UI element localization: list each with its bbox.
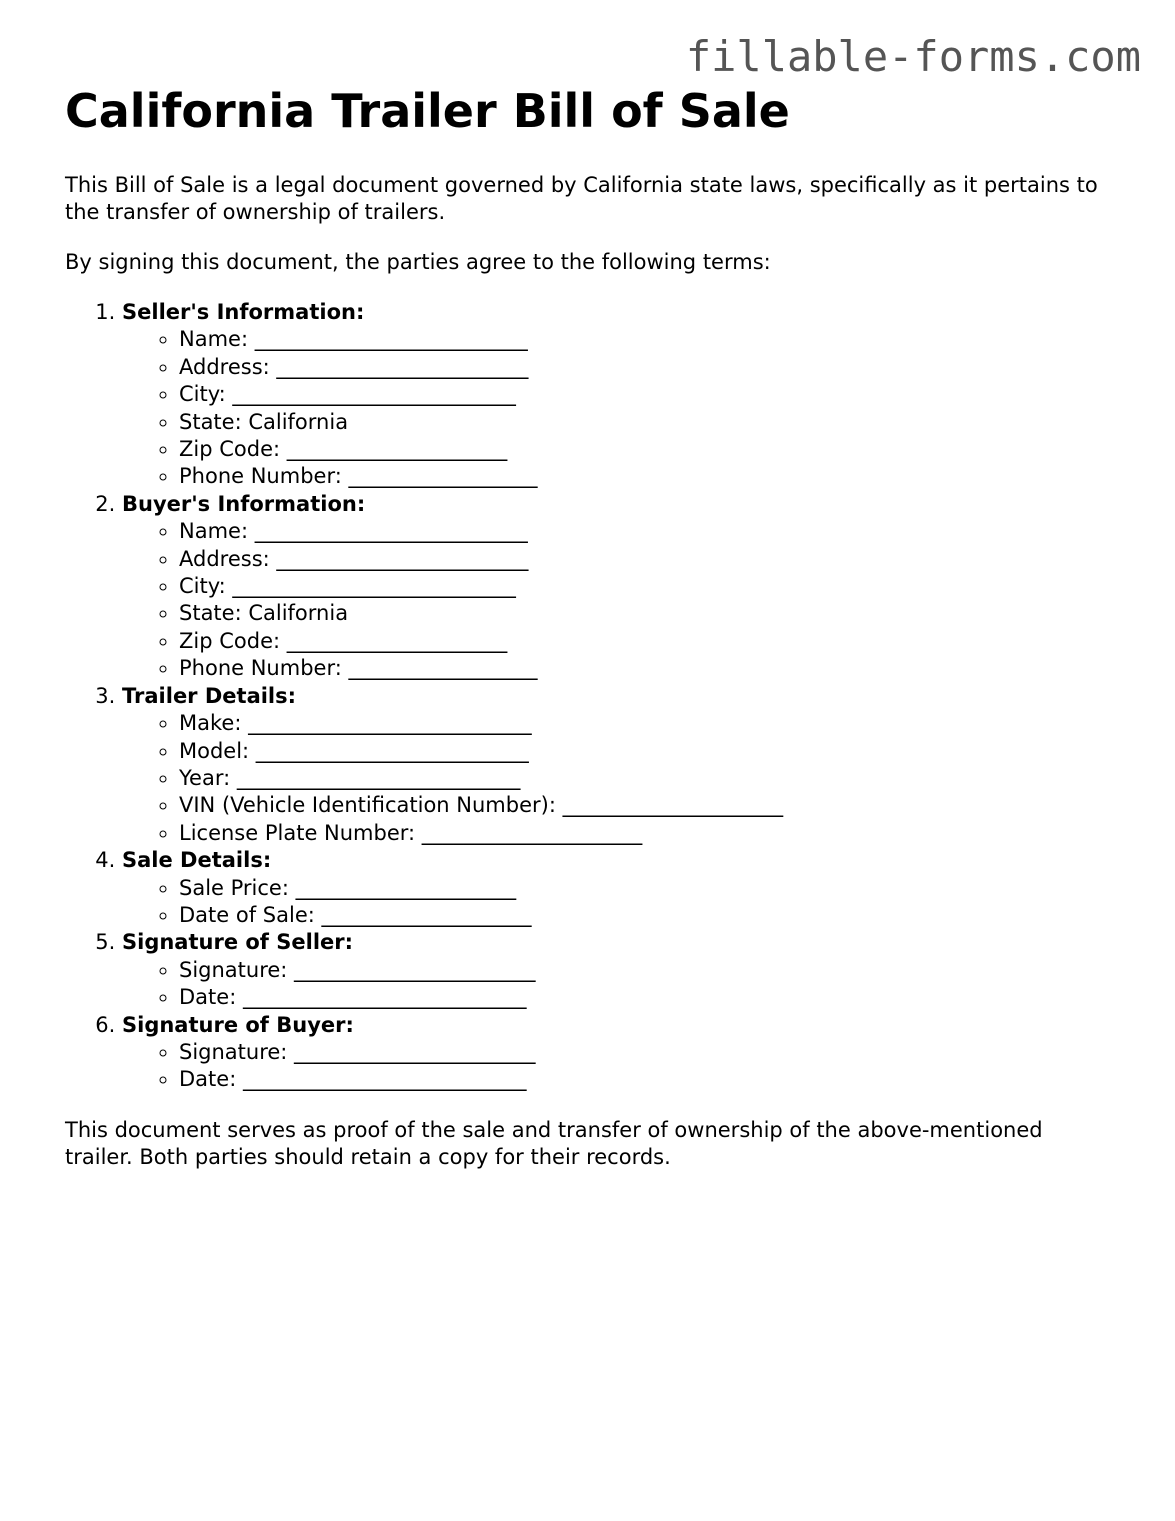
section-trailer-details	[122, 683, 1115, 847]
section-title: Seller's Information:	[122, 300, 365, 324]
section-signature-buyer	[122, 1012, 1115, 1094]
field-list	[122, 326, 1115, 490]
section-title: Signature of Seller:	[122, 930, 354, 955]
intro-paragraph: This Bill of Sale is a legal document governed by California state laws, specifically as it pertains to the transfer of ownership of trailers.	[65, 173, 1098, 224]
section-title: Trailer Details:	[122, 683, 297, 708]
section-signature-seller	[122, 929, 1115, 1011]
field-trailer-year[interactable]: ◦ Year: ___________________________	[179, 765, 1115, 792]
field-buyer-signature-date[interactable]: ◦ Date: ___________________________	[179, 1066, 1115, 1093]
section-title: Signature of Buyer:	[122, 1012, 354, 1037]
field-trailer-vin[interactable]: ◦ VIN (Vehicle Identification Number): _____________________	[179, 792, 1115, 819]
field-list	[122, 957, 1115, 1012]
field-list	[122, 1039, 1115, 1094]
field-seller-city[interactable]: ◦ City: ___________________________	[179, 381, 1115, 408]
field-seller-signature-date[interactable]: ◦ Date: ___________________________	[179, 984, 1115, 1011]
field-trailer-license-plate[interactable]: ◦ License Plate Number: _____________________	[179, 820, 1115, 847]
field-seller-state: ◦ State: California	[179, 409, 1115, 436]
field-seller-zip[interactable]: ◦ Zip Code: _____________________	[179, 436, 1115, 463]
field-seller-name[interactable]: ◦ Name: __________________________	[179, 326, 1115, 353]
section-buyer-information	[122, 491, 1115, 683]
field-buyer-name[interactable]: ◦ Name: __________________________	[179, 518, 1115, 545]
field-date-of-sale[interactable]: ◦ Date of Sale: ____________________	[179, 902, 1115, 929]
section-title: Sale Details:	[122, 848, 272, 873]
field-buyer-zip[interactable]: ◦ Zip Code: _____________________	[179, 628, 1115, 655]
field-buyer-phone[interactable]: ◦ Phone Number: __________________	[179, 655, 1115, 682]
document-body	[65, 84, 1115, 1171]
field-seller-signature[interactable]: ◦ Signature: _______________________	[179, 957, 1115, 984]
field-seller-address[interactable]: ◦ Address: ________________________	[179, 354, 1115, 381]
section-sale-details	[122, 847, 1115, 929]
document-title: California Trailer Bill of Sale	[65, 84, 790, 138]
watermark: fillable-forms.com	[685, 32, 1141, 81]
field-list	[122, 710, 1115, 847]
field-sale-price[interactable]: ◦ Sale Price: _____________________	[179, 875, 1115, 902]
terms-list	[65, 299, 1115, 1094]
field-list	[122, 875, 1115, 930]
closing-paragraph: This document serves as proof of the sale and transfer of ownership of the above-mentioned trailer. Both parties should retain a copy for their records.	[65, 1117, 1043, 1169]
section-seller-information	[122, 299, 1115, 491]
field-seller-phone[interactable]: ◦ Phone Number: __________________	[179, 463, 1115, 490]
field-buyer-state: ◦ State: California	[179, 600, 1115, 627]
field-buyer-address[interactable]: ◦ Address: ________________________	[179, 546, 1115, 573]
field-buyer-signature[interactable]: ◦ Signature: _______________________	[179, 1039, 1115, 1066]
field-trailer-model[interactable]: ◦ Model: __________________________	[179, 738, 1115, 765]
field-buyer-city[interactable]: ◦ City: ___________________________	[179, 573, 1115, 600]
section-title: Buyer's Information:	[122, 491, 366, 516]
field-list	[122, 518, 1115, 682]
agreement-statement: By signing this document, the parties agree to the following terms:	[65, 250, 771, 274]
field-trailer-make[interactable]: ◦ Make: ___________________________	[179, 710, 1115, 737]
